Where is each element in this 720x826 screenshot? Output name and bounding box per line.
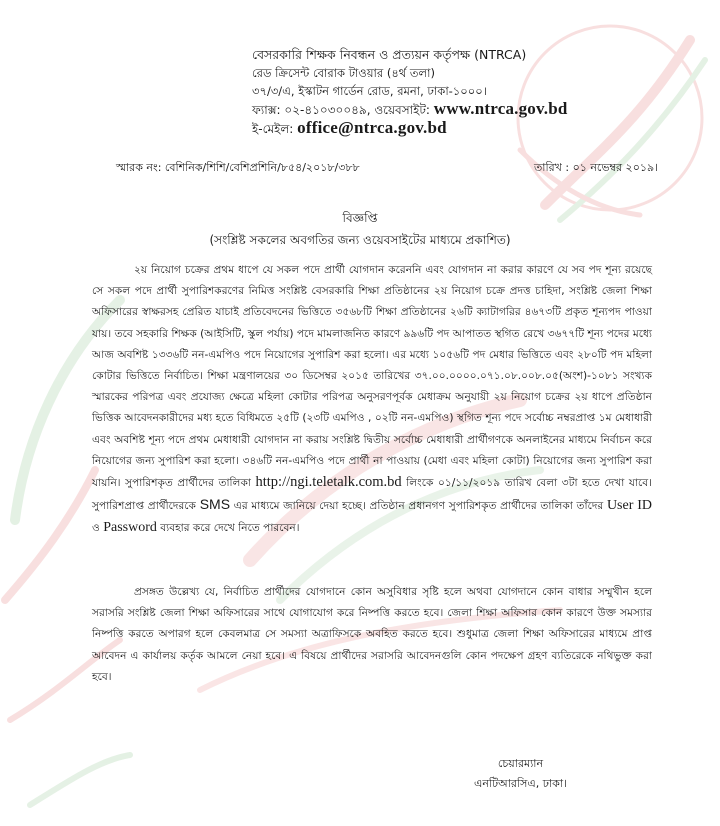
- paragraph-1-end: ব্যবহার করে দেখে নিতে পারবেন।: [160, 522, 300, 535]
- fax-website-line: [252, 100, 672, 119]
- signatory-designation: চেয়ারম্যান: [497, 757, 544, 770]
- password-term: Password: [103, 520, 157, 536]
- email-line: [252, 119, 672, 138]
- signatory-office: এনটিআরসিএ, ঢাকা।: [474, 777, 567, 790]
- body-paragraph-1: [92, 260, 652, 540]
- fax-website-label: ফ্যাক্স: ০২-৪১০৩০০৪৯, ওয়েবসাইট:: [252, 103, 430, 117]
- and-word: ও: [92, 522, 100, 535]
- memo-date: তারিখ : ০১ নভেম্বর ২০১৯।: [534, 161, 659, 174]
- paragraph-2-text: প্রসঙ্গত উল্লেখ্য যে, নির্বাচিত প্রার্থীদের যোগদানে কোন অসুবিধার সৃষ্টি হলে অথবা যোগদানে কোন বাধার সম্মুখীন হলে সরাসরি সংশ্লিষ্ট জেলা শিক্ষা অফিসারের সাথে যোগাযোগ করে নিষ্পত্তি করতে হবে। জেলা শিক্ষা অফিসার কোন কারণে উক্ত সমস্যার নিষ্পত্তি করতে অপারগ হলে কেবলমাত্র সে সমস্যা অত্রাফিসকে অবহিত করতে হবে। শুধুমাত্র জেলা শিক্ষা অফিসারের মাধ্যমে প্রাপ্ত আবেদন এ কার্যালয় কর্তৃক আমলে নেয়া হবে। এ বিষয়ে প্রার্থীদের সরাসরি আবেদনগুলি কোন পদক্ষেপ গ্রহণ ব্যতিরেকে নথিভুক্ত করা হবে।: [92, 586, 652, 683]
- paragraph-1-main: ২য় নিয়োগ চক্রের প্রথম ধাপে যে সকল পদে প্রার্থী যোগদান করেননি এবং যোগদান না করার কারণে যে সব পদ শূন্য রয়েছে সে সকল পদে প্রার্থী সুপারিশকরণের নিমিত্ত সংশ্লিষ্ট বেসরকারি শিক্ষা প্রতিষ্ঠানের ২য় নিয়োগ চক্রে প্রদত্ত চাহিদা, সংশ্লিষ্ট জেলা শিক্ষা অফিসারের স্বাক্ষরসহ প্রেরিত যাচাই প্রতিবেদনের ভিত্তিতে ৩৫৬৮টি শিক্ষা প্রতিষ্ঠানের ২৬টি ক্যাটাগরির ৪৬৭৩টি প্রকৃত শূন্যপদ পাওয়া যায়। তবে সহকারি শিক্ষক (আইসিটি, স্কুল পর্যায়) পদে মামলাজনিত কারণে ৯৯৬টি পদ আপাতত স্থগিত রেখে ৩৬৭৭টি শূন্য পদের মধ্যে আজ অবশিষ্ট ১৩৩৬টি নন-এমপিও পদে নিয়োগের সুপারিশ করা হলো। এর মধ্যে ১০৫৬টি পদ মেধার ভিত্তিতে এবং ২৮০টি পদ মহিলা কোটার ভিত্তিতে নির্বাচিত। শিক্ষা মন্ত্রণালয়ের ৩০ ডিসেম্বর ২০১৫ তারিখের ৩৭.০০.০০০০.০৭১.০৮.০০৮.০৫(অংশ)-১০৮১ সংখ্যক স্মারকের পরিপত্র এবং প্রযোজ্য ক্ষেত্রে মহিলা কোটার পরিপত্র অনুসরণপূর্বক মেধাক্রম অনুযায়ী ২য় নিয়োগ চক্রের ২য় ধাপে প্রতিষ্ঠান ভিত্তিক আবেদনকারীদের মধ্য হতে বিধিমতে ২৫টি (২৩টি এমপিও , ০২টি নন-এমপিও) স্থগিত শূন্য পদে সর্বোচ্চ নম্বরপ্রাপ্ত ১ম মেধাধারী এবং অবশিষ্ট শূন্য পদে প্রথম মেধাধারী যোগদান না করায় সংশ্লিষ্ট দ্বিতীয় সর্বোচ্চ মেধাধারী প্রার্থীগণকে অনলাইনের মাধ্যমে নির্বাচন করে নিয়োগের জন্য সুপারিশ করা হলো। ৩৪৬টি নন-এমপিও পদে প্রার্থী না পাওয়ায় (মেধা এবং মহিলা কোটা) নিয়োগের জন্য সুপারিশ করা যায়নি। সুপারিশকৃত প্রার্থীদের তালিকা: [92, 264, 652, 490]
- paragraph-1-after-url: লিংকে ০১/১১/২০১৯ তারিখ বেলা ৩টা হতে দেখা যাবে। সুপারিশপ্রাপ্ত প্রার্থীদেরকে: [92, 477, 652, 513]
- result-url-link[interactable]: http://ngi.teletalk.com.bd: [255, 474, 402, 491]
- office-building: রেড ক্রিসেন্ট বোরাক টাওয়ার (৪র্থ তলা): [252, 66, 435, 80]
- paragraph-1-after-sms: এর মাধ্যমে জানিয়ে দেয়া হচ্ছে। প্রতিষ্ঠান প্রধানগণ সুপারিশকৃত প্রার্থীদের তালিকা তাঁদের: [233, 500, 604, 513]
- memo-reference: স্মারক নং: বেশিনিক/শিশি/বেশিপ্রশিনি/৮৫৪/২০১৮/৩৮৮: [116, 161, 360, 174]
- notice-title: বিজ্ঞপ্তি: [342, 211, 378, 225]
- email-link[interactable]: office@ntrca.gov.bd: [297, 118, 447, 137]
- letterhead: [252, 46, 672, 138]
- email-label: ই-মেইল:: [252, 122, 294, 136]
- sms-term: SMS: [199, 496, 231, 513]
- user-id-term: User ID: [606, 498, 652, 514]
- office-address: ৩৭/৩/এ, ইস্কাটন গার্ডেন রোড, রমনা, ঢাকা-১০০০।: [252, 84, 487, 98]
- body-paragraph-2: [92, 582, 652, 688]
- notice-subtitle: (সংশ্লিষ্ট সকলের অবগতির জন্য ওয়েবসাইটের মাধ্যমে প্রকাশিত): [209, 233, 511, 247]
- website-link[interactable]: www.ntrca.gov.bd: [433, 99, 568, 118]
- signature-block: [474, 754, 567, 794]
- organization-name: বেসরকারি শিক্ষক নিবন্ধন ও প্রত্যয়ন কর্তৃপক্ষ (NTRCA): [252, 47, 527, 62]
